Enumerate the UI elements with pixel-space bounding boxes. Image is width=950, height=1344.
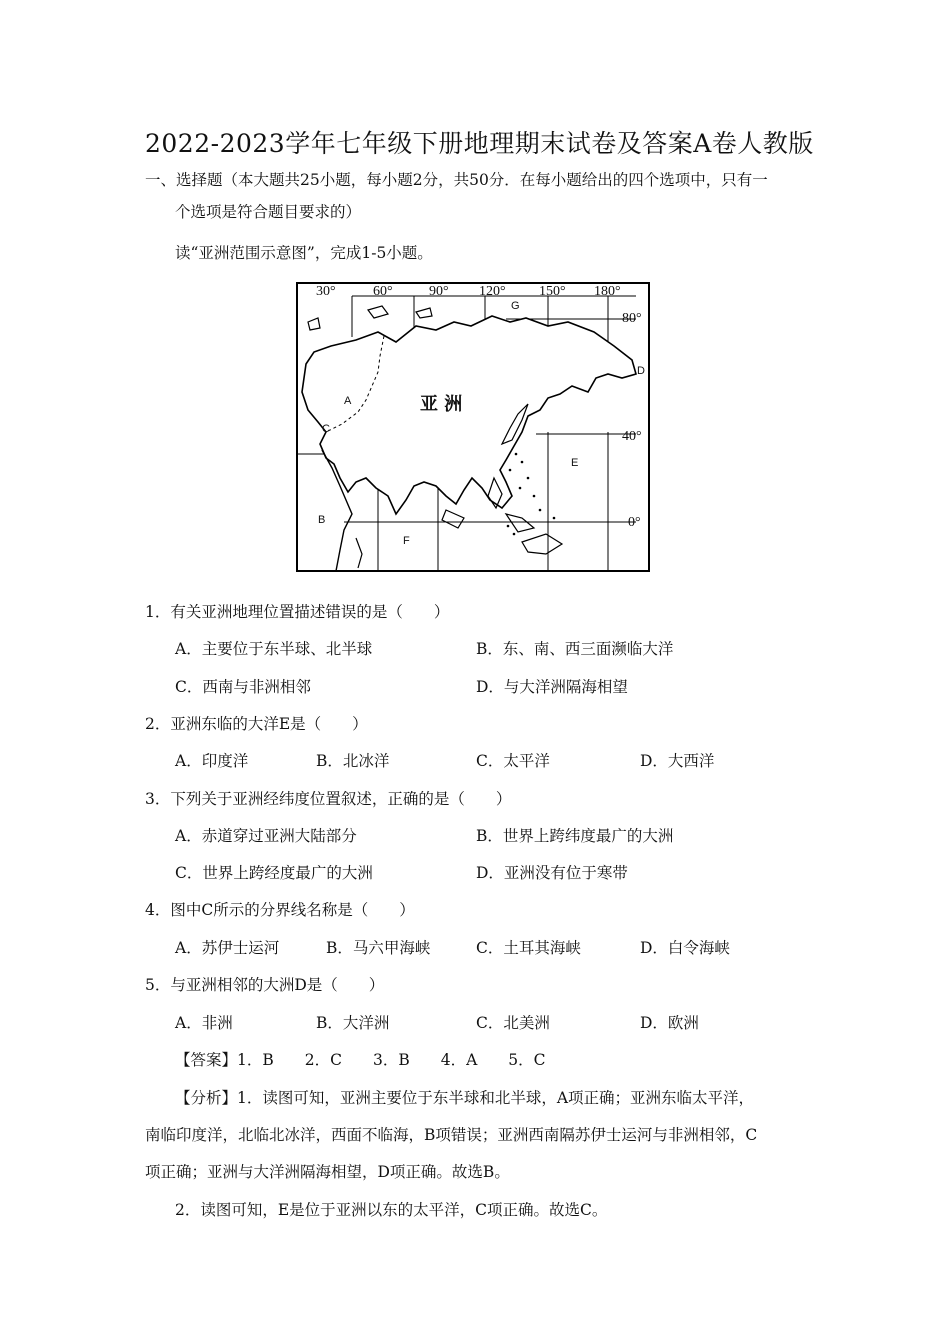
lon-label: 120° [479, 284, 506, 299]
q5-option-d: D．欧洲 [640, 1014, 699, 1032]
lon-label: 90° [429, 284, 449, 299]
map-intro: 读“亚洲范围示意图”，完成1-5小题。 [175, 244, 433, 262]
question-5: 5．与亚洲相邻的大洲D是（ ） [145, 976, 385, 994]
lon-label: 60° [373, 284, 393, 299]
q5-option-a: A．非洲 [175, 1014, 233, 1032]
q4-option-d: D．白令海峡 [640, 939, 730, 957]
lat-label: 0° [628, 515, 641, 530]
question-3: 3．下列关于亚洲经纬度位置叙述，正确的是（ ） [145, 790, 512, 808]
analysis-line-1: 【分析】1．读图可知，亚洲主要位于东半球和北半球，A项正确；亚洲东临太平洋， [175, 1089, 755, 1107]
analysis-line-2: 南临印度洋，北临北冰洋，西面不临海，B项错误；亚洲西南隔苏伊士运河与非洲相邻，C [145, 1126, 758, 1144]
letter-g: G [511, 300, 520, 312]
q2-option-c: C．太平洋 [476, 752, 550, 770]
q3-option-b: B．世界上跨纬度最广的大洲 [476, 827, 674, 845]
answer-key: 【答案】1．B 2．C 3．B 4．A 5．C [175, 1051, 546, 1069]
q1-option-d: D．与大洋洲隔海相望 [476, 678, 628, 696]
q4-option-b: B．马六甲海峡 [326, 939, 431, 957]
section-heading: 一、选择题（本大题共25小题，每小题2分，共50分．在每小题给出的四个选项中，只有一 [145, 171, 768, 189]
q1-option-a: A．主要位于东半球、北半球 [175, 640, 373, 658]
question-2: 2．亚洲东临的大洋E是（ ） [145, 715, 368, 733]
q4-option-c: C．土耳其海峡 [476, 939, 581, 957]
q3-option-a: A．赤道穿过亚洲大陆部分 [175, 827, 357, 845]
question-4: 4．图中C所示的分界线名称是（ ） [145, 901, 415, 919]
letter-e: E [571, 457, 579, 469]
lon-label: 180° [594, 284, 621, 299]
q5-option-c: C．北美洲 [476, 1014, 550, 1032]
analysis-line-3: 项正确；亚洲与大洋洲隔海相望，D项正确。故选B。 [145, 1163, 510, 1181]
q4-option-a: A．苏伊士运河 [175, 939, 280, 957]
q3-option-d: D．亚洲没有位于寒带 [476, 864, 628, 882]
q2-option-d: D．大西洋 [640, 752, 715, 770]
q2-option-b: B．北冰洋 [316, 752, 390, 770]
letter-d: D [637, 365, 645, 377]
lon-label: 150° [539, 284, 566, 299]
asia-map [296, 282, 650, 572]
q2-option-a: A．印度洋 [175, 752, 249, 770]
q3-option-c: C．世界上跨经度最广的大洲 [175, 864, 373, 882]
analysis-line-4: 2．读图可知，E是位于亚洲以东的太平洋，C项正确。故选C。 [175, 1201, 608, 1219]
letter-f: F [403, 535, 410, 547]
page-title: 2022-2023学年七年级下册地理期末试卷及答案A卷人教版 [145, 129, 814, 158]
lon-label: 30° [316, 284, 336, 299]
section-heading-cont: 个选项是符合题目要求的） [175, 203, 362, 221]
q5-option-b: B．大洋洲 [316, 1014, 390, 1032]
lat-label: 40° [622, 429, 642, 444]
letter-a: A [344, 395, 352, 407]
lat-label: 80° [622, 311, 642, 326]
letter-c: C [322, 423, 330, 435]
q1-option-b: B．东、南、西三面濒临大洋 [476, 640, 674, 658]
q1-option-c: C．西南与非洲相邻 [175, 678, 311, 696]
letter-b: B [318, 514, 326, 526]
question-1: 1．有关亚洲地理位置描述错误的是（ ） [145, 603, 450, 621]
continent-label: 亚 洲 [420, 394, 463, 415]
